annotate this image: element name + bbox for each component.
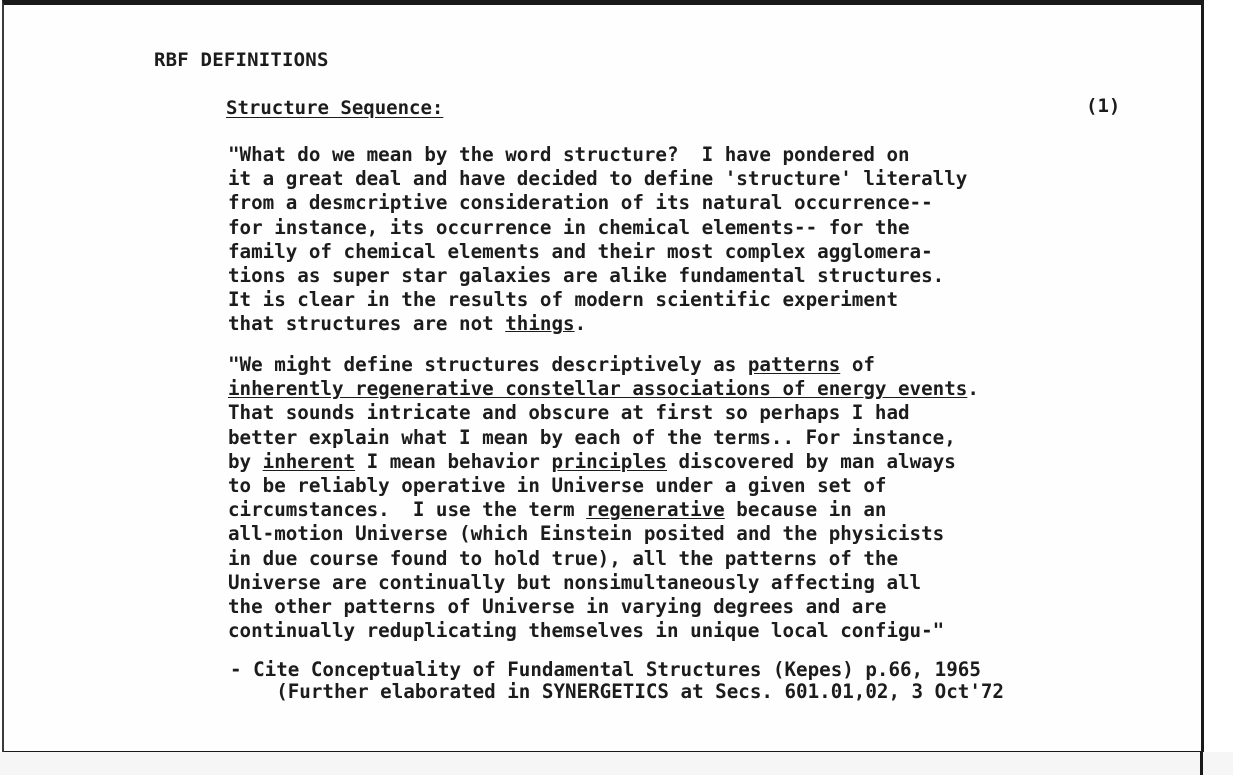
- quote-line: "What do we mean by the word structure? I have pondered on: [228, 143, 910, 166]
- underlined-term: principles: [551, 449, 667, 473]
- quote-text: because in an: [724, 498, 887, 522]
- quote-text: .: [967, 377, 979, 401]
- quote-line: to be reliably operative in Universe under a given set of: [228, 474, 887, 498]
- quote-text: discovered by man always: [667, 449, 956, 473]
- quote-line: for instance, its occurrence in chemical elements-- for the: [228, 215, 910, 239]
- quote-line: [228, 498, 979, 522]
- quote-line: continually reduplicating themselves in unique local configu-": [228, 619, 945, 643]
- card-subheading: Structure Sequence:: [226, 97, 444, 119]
- underlined-term: things: [505, 312, 575, 336]
- quote-line: Universe are continually but nonsimultaneously affecting all: [228, 570, 922, 594]
- underlined-term: patterns: [747, 353, 841, 376]
- quote-line: That sounds intricate and obscure at first so perhaps I had: [228, 401, 910, 425]
- quote-line: family of chemical elements and their most complex agglomera-: [228, 239, 933, 263]
- next-card-edge: [0, 752, 1233, 775]
- quote-line: the other patterns of Universe in varying degrees and are: [228, 595, 887, 619]
- quote-text: I mean behavior: [355, 449, 552, 473]
- citation-line: (Further elaborated in SYNERGETICS at Secs. 601.01,02, 3 Oct'72: [230, 680, 1004, 703]
- quote-line: It is clear in the results of modern scientific experiment: [228, 288, 899, 312]
- underlined-term: regenerative: [586, 498, 725, 522]
- citation-block: [230, 659, 1004, 703]
- quote-text: "We might define structures descriptively as: [228, 353, 748, 376]
- quote-text: of: [840, 353, 875, 376]
- quote-line: it a great deal and have decided to define 'structure' literally: [228, 167, 968, 191]
- citation-line: - Cite Conceptuality of Fundamental Structures (Kepes) p.66, 1965: [230, 658, 981, 681]
- definition-card: [2, 0, 1204, 754]
- quote-paragraph-1: [228, 143, 967, 337]
- underlined-term: inherent: [262, 449, 356, 473]
- underlined-term: inherently regenerative constellar associations of energy events: [228, 377, 968, 401]
- quote-paragraph-2: [228, 353, 979, 643]
- quote-line: tions as super star galaxies are alike fundamental structures.: [228, 264, 945, 288]
- quote-line: from a desmcriptive consideration of its natural occurrence--: [228, 191, 933, 215]
- quote-text: by: [228, 449, 263, 473]
- quote-line: [228, 312, 967, 336]
- quote-line: [228, 450, 979, 474]
- quote-line: all-motion Universe (which Einstein posited and the physicists: [228, 522, 945, 546]
- card-border-rule: [1200, 752, 1203, 775]
- quote-line: [228, 377, 979, 401]
- quote-line: in due course found to hold true), all the patterns of the: [228, 546, 899, 570]
- quote-line: better explain what I mean by each of the terms.. For instance,: [228, 425, 956, 449]
- card-page-number: (1): [1086, 95, 1121, 117]
- quote-line: [228, 353, 979, 377]
- quote-text: circumstances. I use the term: [228, 498, 587, 522]
- quote-text: that structures are not: [228, 312, 506, 336]
- card-heading: RBF DEFINITIONS: [154, 49, 329, 71]
- quote-text: .: [574, 312, 587, 336]
